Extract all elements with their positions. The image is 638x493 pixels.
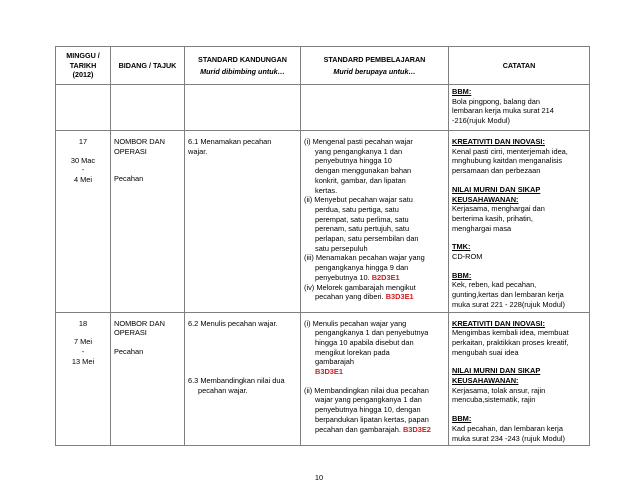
catatan-cell: KREATIVITI DAN INOVASI: Mengimbas kembali idea, membuat perkaitan, praktikkan proses kreatif, mengubah suai idea NILAI MURNI DAN SIKAP KEUSAHAWANAN: Kerjasama, tolak ansur, rajin mencuba,sistematik, rajin BBM: Kad pecahan, dan lembaran kerja muka surat 234 -243 (rujuk Modul)	[449, 312, 590, 446]
standard-pembelajaran-cell	[301, 131, 449, 313]
bidang-cell: NOMBOR DAN OPERASI Pecahan	[111, 312, 185, 446]
bidang-cell: NOMBOR DAN OPERASI Pecahan	[111, 131, 185, 313]
sp-code: B3D3E2	[402, 424, 431, 434]
header-bidang: BIDANG / TAJUK	[111, 47, 185, 85]
table-row	[56, 312, 590, 446]
sp-code: B3D3E1	[315, 367, 343, 377]
continued-row	[56, 85, 590, 131]
sp-item: (i) Mengenal pasti pecahan wajar yang pengangkanya 1 dan penyebutnya hingga 10 dengan menggunakan bahan konkrit, gambar, dan lipatan kertas.	[304, 137, 413, 195]
continued-catatan: BBM: Bola pingpong, balang dan lembaran kerja muka surat 214 -216(rujuk Modul)	[449, 85, 590, 131]
header-catatan: CATATAN	[449, 47, 590, 85]
sp-item: (iii) Menamakan pecahan wajar yang pengangkanya hingga 9 dan penyebutnya 10. B2D3E1	[304, 253, 425, 282]
catatan-cell: KREATIVITI DAN INOVASI: Kenal pasti cirri, menterjemah idea, mnghubung kaitdan menganalisis persamaan dan perbezaan NILAI MURNI DAN SIKAP KEUSAHAWANAN: Kerjasama, menghargai dan berterima kasih, prihatin, menghargai masa TMK: CD-ROM BBM: Kek, reben, kad pecahan, gunting,kertas dan lembaran kerja muka surat 221 - 228(rujuk Modul)	[449, 131, 590, 313]
header-standard-kandungan: STANDARD KANDUNGAN Murid dibimbing untuk…	[185, 47, 301, 85]
header-minggu: MINGGU / TARIKH (2012)	[56, 47, 111, 85]
sp-code: B3D3E1	[385, 292, 414, 302]
sp-item: (ii) Menyebut pecahan wajar satu perdua, satu pertiga, satu perempat, satu perlima, satu perenam, satu pertujuh, satu perlapan, satu persembilan dan satu persepuluh	[304, 195, 419, 253]
table-row	[56, 131, 590, 313]
standard-kandungan-cell: 6.2 Menulis pecahan wajar. 6.3 Membandingkan nilai dua pecahan wajar.	[185, 312, 301, 446]
header-standard-pembelajaran: STANDARD PEMBELAJARAN Murid berupaya untuk…	[301, 47, 449, 85]
lesson-plan-table	[55, 46, 590, 446]
standard-kandungan-cell: 6.1 Menamakan pecahan wajar.	[185, 131, 301, 313]
week-cell: 18 7 Mei - 13 Mei	[56, 312, 111, 446]
sp-item: (iv) Melorek gambarajah mengikut pecahan yang diberi. B3D3E1	[304, 282, 416, 302]
sp-item: (i) Menulis pecahan wajar yang pengangkanya 1 dan penyebutnya hingga 10 apabila disebut dan mengikut lorekan pada gambarajah B3D3E1	[304, 318, 429, 377]
week-cell: 17 30 Mac - 4 Mei	[56, 131, 111, 313]
standard-pembelajaran-cell	[301, 312, 449, 446]
header-row	[56, 47, 590, 85]
sp-item: (ii) Membandingkan nilai dua pecahan wajar yang pengangkanya 1 dan penyebutnya hingga 10, dengan berpandukan lipatan kertas, papan pecahan dan gambarajah. B3D3E2	[304, 385, 431, 434]
sp-code: B2D3E1	[371, 272, 400, 282]
page-number: 10	[314, 473, 324, 482]
